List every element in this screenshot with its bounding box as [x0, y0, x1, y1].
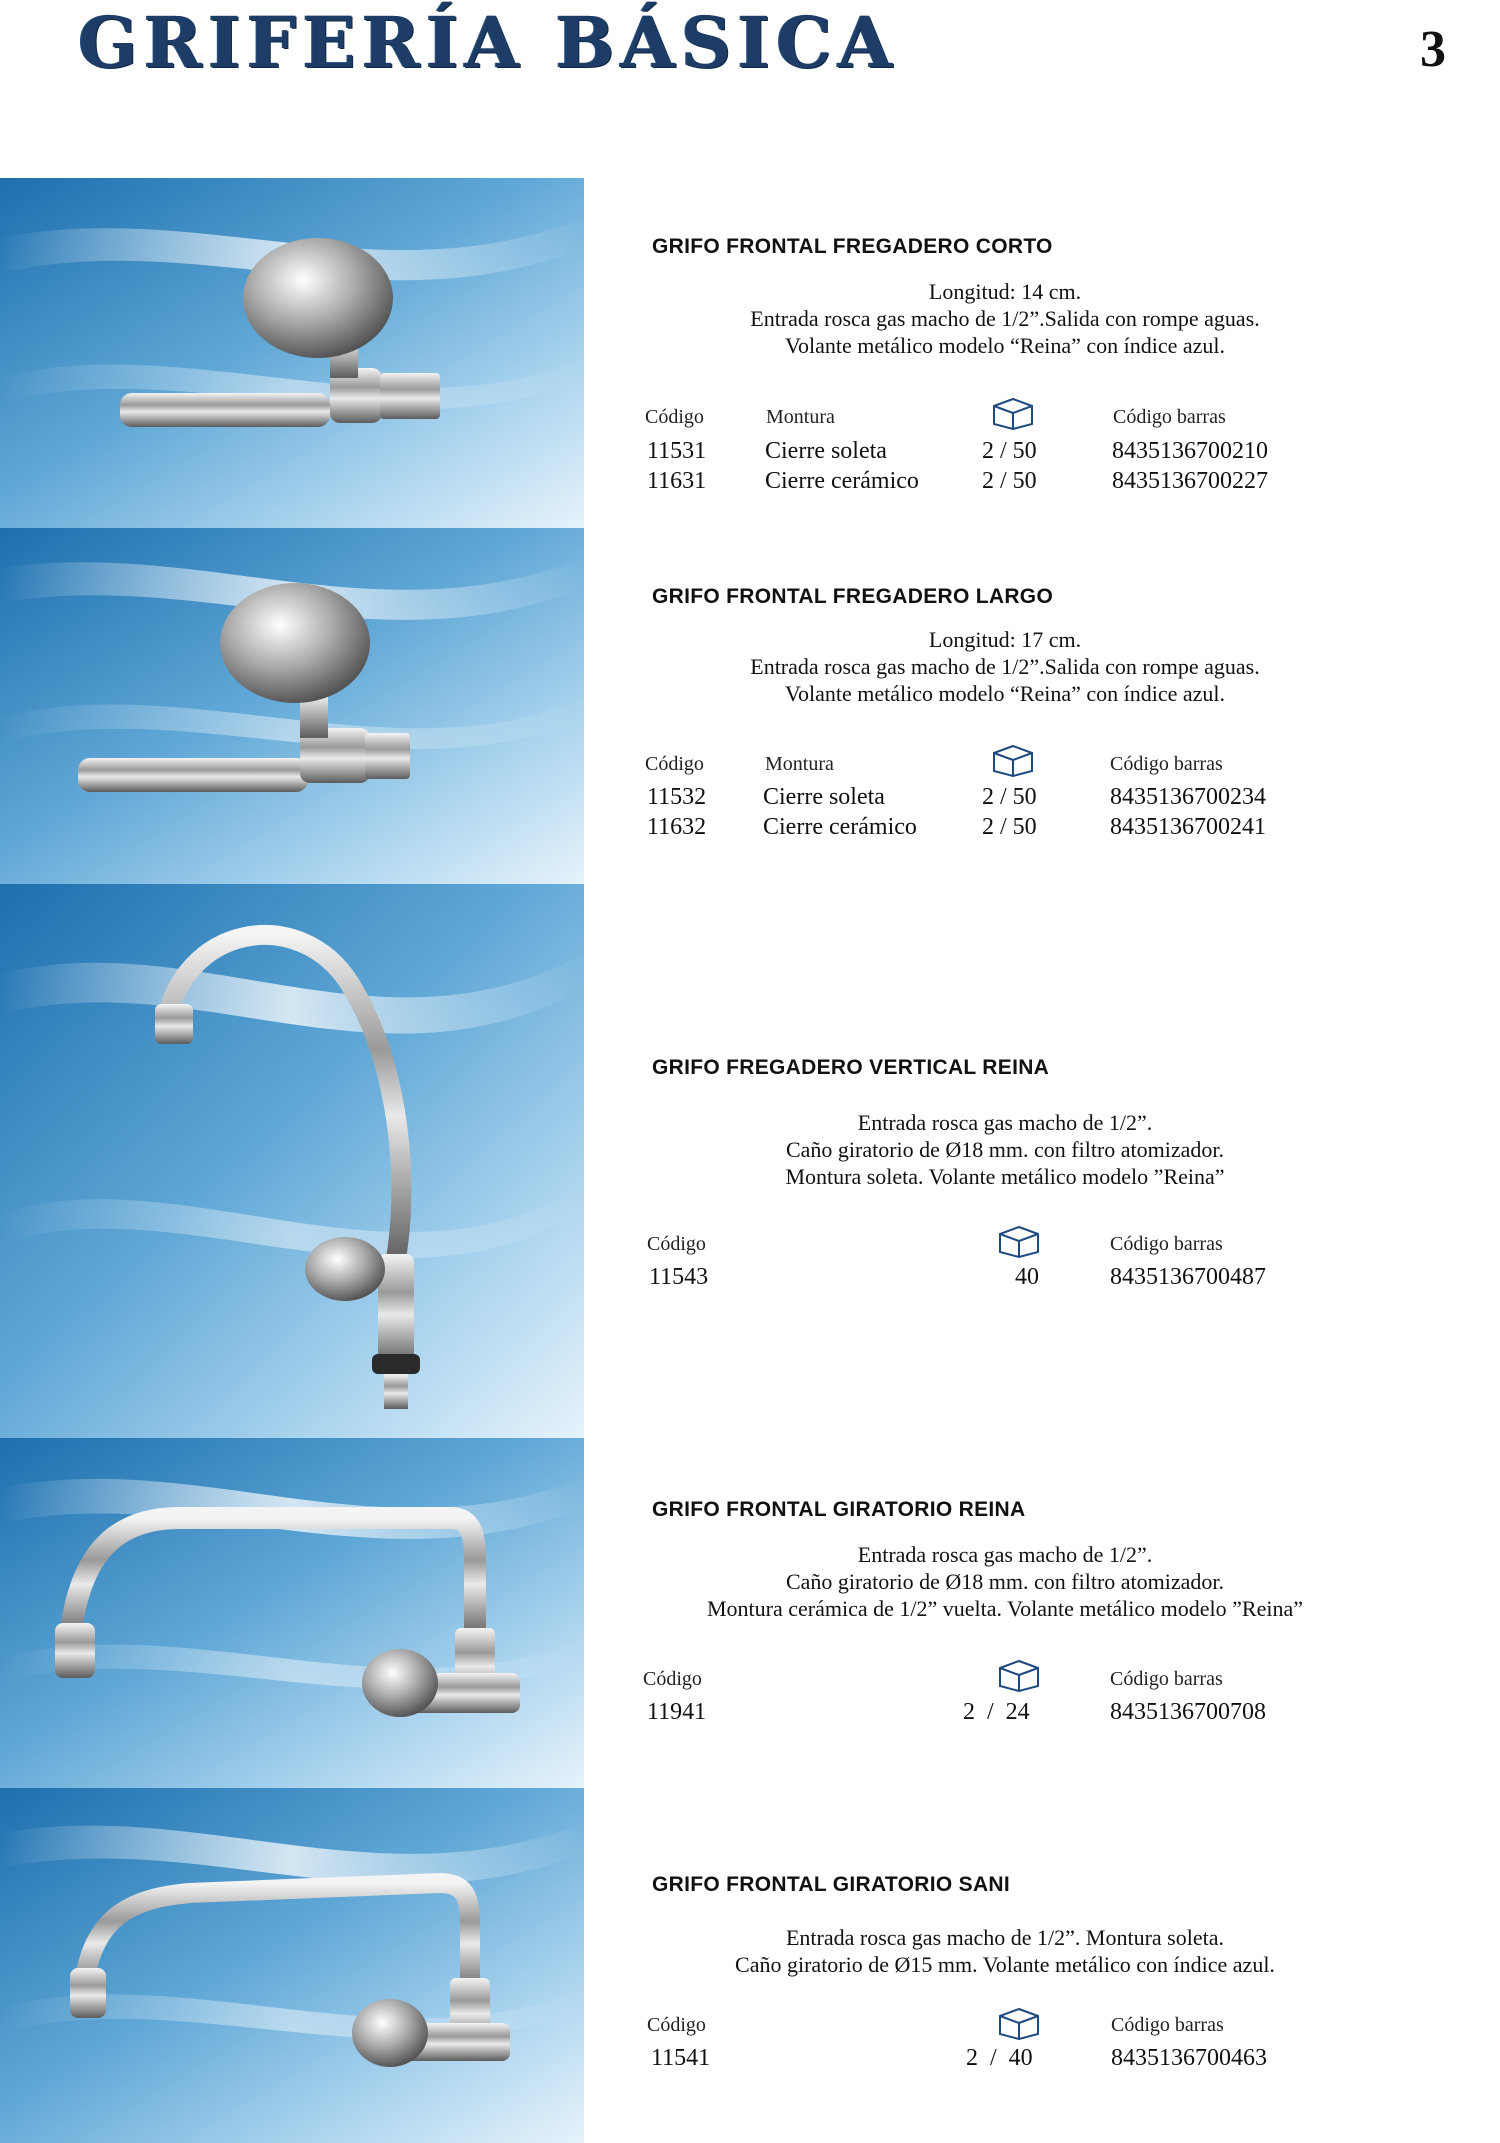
faucet-image — [0, 528, 584, 884]
faucet-image — [0, 178, 584, 528]
product-description: Longitud: 14 cm. Entrada rosca gas macho de 1/2”.Salida con rompe aguas. Volante metálico modelo “Reina” con índice azul. — [750, 279, 1260, 358]
product-card — [0, 178, 1500, 528]
row-barcode: 8435136700210 — [1112, 438, 1268, 464]
product-title: GRIFO FRONTAL GIRATORIO SANI — [652, 1873, 1011, 1896]
box-icon — [996, 1658, 1042, 1692]
row-code: 11631 — [647, 468, 707, 494]
product-title: GRIFO FRONTAL GIRATORIO REINA — [652, 1498, 1026, 1521]
header-code: Código — [643, 1668, 702, 1690]
product-photo — [0, 1788, 584, 2143]
product-title: GRIFO FRONTAL FREGADERO LARGO — [652, 585, 1054, 608]
header-barcode: Código barras — [1110, 753, 1223, 775]
page-title: GRIFERÍA BÁSICA — [78, 1, 899, 84]
product-description: Entrada rosca gas macho de 1/2”. Caño giratorio de Ø18 mm. con filtro atomizador. Montura soleta. Volante metálico modelo ”Reina” — [785, 1110, 1225, 1189]
row-box: 2 / 24 — [963, 1699, 1030, 1725]
row-code: 11941 — [647, 1699, 707, 1725]
row-mount: Cierre cerámico — [765, 468, 919, 494]
product-card — [0, 884, 1500, 1438]
header-mount: Montura — [766, 406, 835, 428]
row-code: 11531 — [647, 438, 707, 464]
row-mount: Cierre cerámico — [763, 814, 917, 840]
box-icon — [996, 2006, 1042, 2040]
row-box: 2 / 50 — [982, 784, 1037, 810]
box-icon — [996, 1224, 1042, 1258]
row-code: 11541 — [651, 2045, 711, 2071]
row-barcode: 8435136700487 — [1110, 1264, 1266, 1290]
box-icon — [990, 743, 1036, 777]
row-box: 2 / 50 — [982, 468, 1037, 494]
row-barcode: 8435136700708 — [1110, 1699, 1266, 1725]
box-icon — [990, 396, 1036, 430]
product-photo — [0, 1438, 584, 1788]
header-barcode: Código barras — [1111, 2014, 1224, 2036]
header-barcode: Código barras — [1110, 1233, 1223, 1255]
header-code: Código — [647, 1233, 706, 1255]
row-code: 11532 — [647, 784, 707, 810]
header-mount: Montura — [765, 753, 834, 775]
product-title: GRIFO FREGADERO VERTICAL REINA — [652, 1056, 1050, 1079]
product-photo — [0, 884, 584, 1438]
row-barcode: 8435136700241 — [1110, 814, 1266, 840]
product-photo — [0, 178, 584, 528]
row-barcode: 8435136700234 — [1110, 784, 1266, 810]
product-card — [0, 1788, 1500, 2143]
row-box: 2 / 50 — [982, 438, 1037, 464]
header-code: Código — [647, 2014, 706, 2036]
row-box: 2 / 40 — [966, 2045, 1033, 2071]
product-card — [0, 1438, 1500, 1788]
row-barcode: 8435136700463 — [1111, 2045, 1267, 2071]
page-number: 3 — [1420, 21, 1446, 78]
row-code: 11543 — [649, 1264, 709, 1290]
header-barcode: Código barras — [1110, 1668, 1223, 1690]
row-box: 40 — [1015, 1264, 1039, 1290]
product-photo — [0, 528, 584, 884]
row-box: 2 / 50 — [982, 814, 1037, 840]
header-code: Código — [645, 753, 704, 775]
faucet-image — [0, 884, 584, 1438]
product-card — [0, 528, 1500, 884]
faucet-image — [0, 1438, 584, 1788]
product-description: Entrada rosca gas macho de 1/2”. Caño giratorio de Ø18 mm. con filtro atomizador. Montura cerámica de 1/2” vuelta. Volante metálico modelo ”Reina” — [706, 1542, 1304, 1621]
header-barcode: Código barras — [1113, 406, 1226, 428]
row-mount: Cierre soleta — [763, 784, 885, 810]
product-title: GRIFO FRONTAL FREGADERO CORTO — [652, 235, 1053, 258]
row-barcode: 8435136700227 — [1112, 468, 1268, 494]
row-mount: Cierre soleta — [765, 438, 887, 464]
faucet-image — [0, 1788, 584, 2143]
product-description: Entrada rosca gas macho de 1/2”. Montura soleta. Caño giratorio de Ø15 mm. Volante metálico con índice azul. — [735, 1925, 1275, 1977]
header-code: Código — [645, 406, 704, 428]
product-description: Longitud: 17 cm. Entrada rosca gas macho de 1/2”.Salida con rompe aguas. Volante metálico modelo “Reina” con índice azul. — [750, 627, 1260, 706]
row-code: 11632 — [647, 814, 707, 840]
